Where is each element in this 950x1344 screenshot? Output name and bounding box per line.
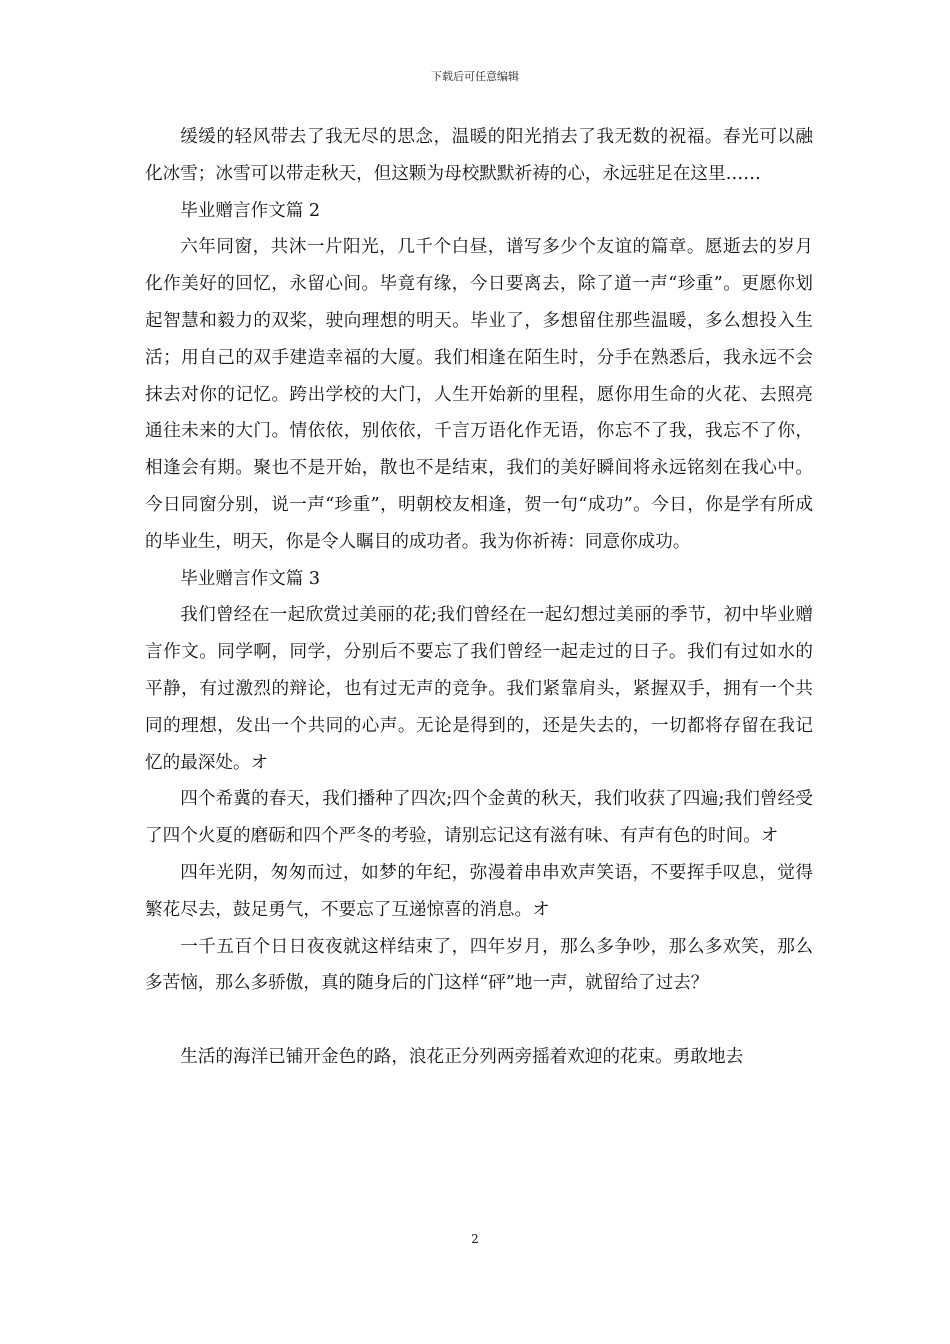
paragraph-section-3-e: 生活的海洋已铺开金色的路，浪花正分列两旁摇着欢迎的花束。勇敢地去: [180, 1046, 744, 1067]
paragraph-section-3-b: 四个希冀的春天，我们播种了四次;四个金黄的秋天，我们收获了四遍;我们曾经受了四个火夏的磨砺和四个严冬的考验，请别忘记这有滋有味、有声有色的时间。オ: [145, 789, 813, 847]
paragraph-section-3-c: 四年光阴，匆匆而过，如梦的年纪，弥漫着串串欢声笑语，不要挥手叹息，觉得繁花尽去，鼓足勇气，不要忘了互递惊喜的消息。オ: [145, 862, 813, 920]
document-body: [145, 119, 813, 1076]
paragraph-section-3-a: 我们曾经在一起欣赏过美丽的花;我们曾经在一起幻想过美丽的季节，初中毕业赠言作文。同学啊，同学，分别后不要忘了我们曾经一起走过的日子。我们有过如水的平静，有过激烈的辩论，也有过无声的竞争。我们紧靠肩头，紧握双手，拥有一个共同的理想，发出一个共同的心声。无论是得到的，还是失去的，一切都将存留在我记忆的最深处。オ: [145, 605, 813, 773]
paragraph-section-3-d: 一千五百个日日夜夜就这样结束了，四年岁月，那么多争吵，那么多欢笑，那么多苦恼，那么多骄傲，真的随身后的门这样“砰”地一声，就留给了过去？: [145, 936, 813, 994]
page-number: 2: [471, 1232, 479, 1246]
paragraph-intro-ending: 缓缓的轻风带去了我无尽的思念，温暖的阳光捎去了我无数的祝福。春光可以融化冰雪；冰雪可以带走秋天，但这颗为母校默默祈祷的心，永远驻足在这里……: [145, 127, 813, 184]
section-heading-2: 毕业赠言作文篇 2: [180, 200, 321, 221]
page-header: 下载后可任意编辑: [431, 70, 519, 83]
section-heading-3: 毕业赠言作文篇 3: [180, 568, 321, 589]
paragraph-section-2: 六年同窗，共沐一片阳光，几千个白昼，谱写多少个友谊的篇章。愿逝去的岁月化作美好的回忆，永留心间。毕竟有缘，今日要离去，除了道一声“珍重”。更愿你划起智慧和毅力的双桨，驶向理想的明天。毕业了，多想留住那些温暖，多么想投入生活；用自己的双手建造幸福的大厦。我们相逢在陌生时，分手在熟悉后，我永远不会抹去对你的记忆。跨出学校的大门，人生开始新的里程，愿你用生命的火花、去照亮通往未来的大门。情依依，别依依，千言万语化作无语，你忘不了我，我忘不了你，相逢会有期。聚也不是开始，散也不是结束，我们的美好瞬间将永远铭刻在我心中。今日同窗分别，说一声“珍重”，明朝校友相逢，贺一句“成功”。今日，你是学有所成的毕业生，明天，你是令人瞩目的成功者。我为你祈祷：同意你成功。: [145, 237, 813, 552]
